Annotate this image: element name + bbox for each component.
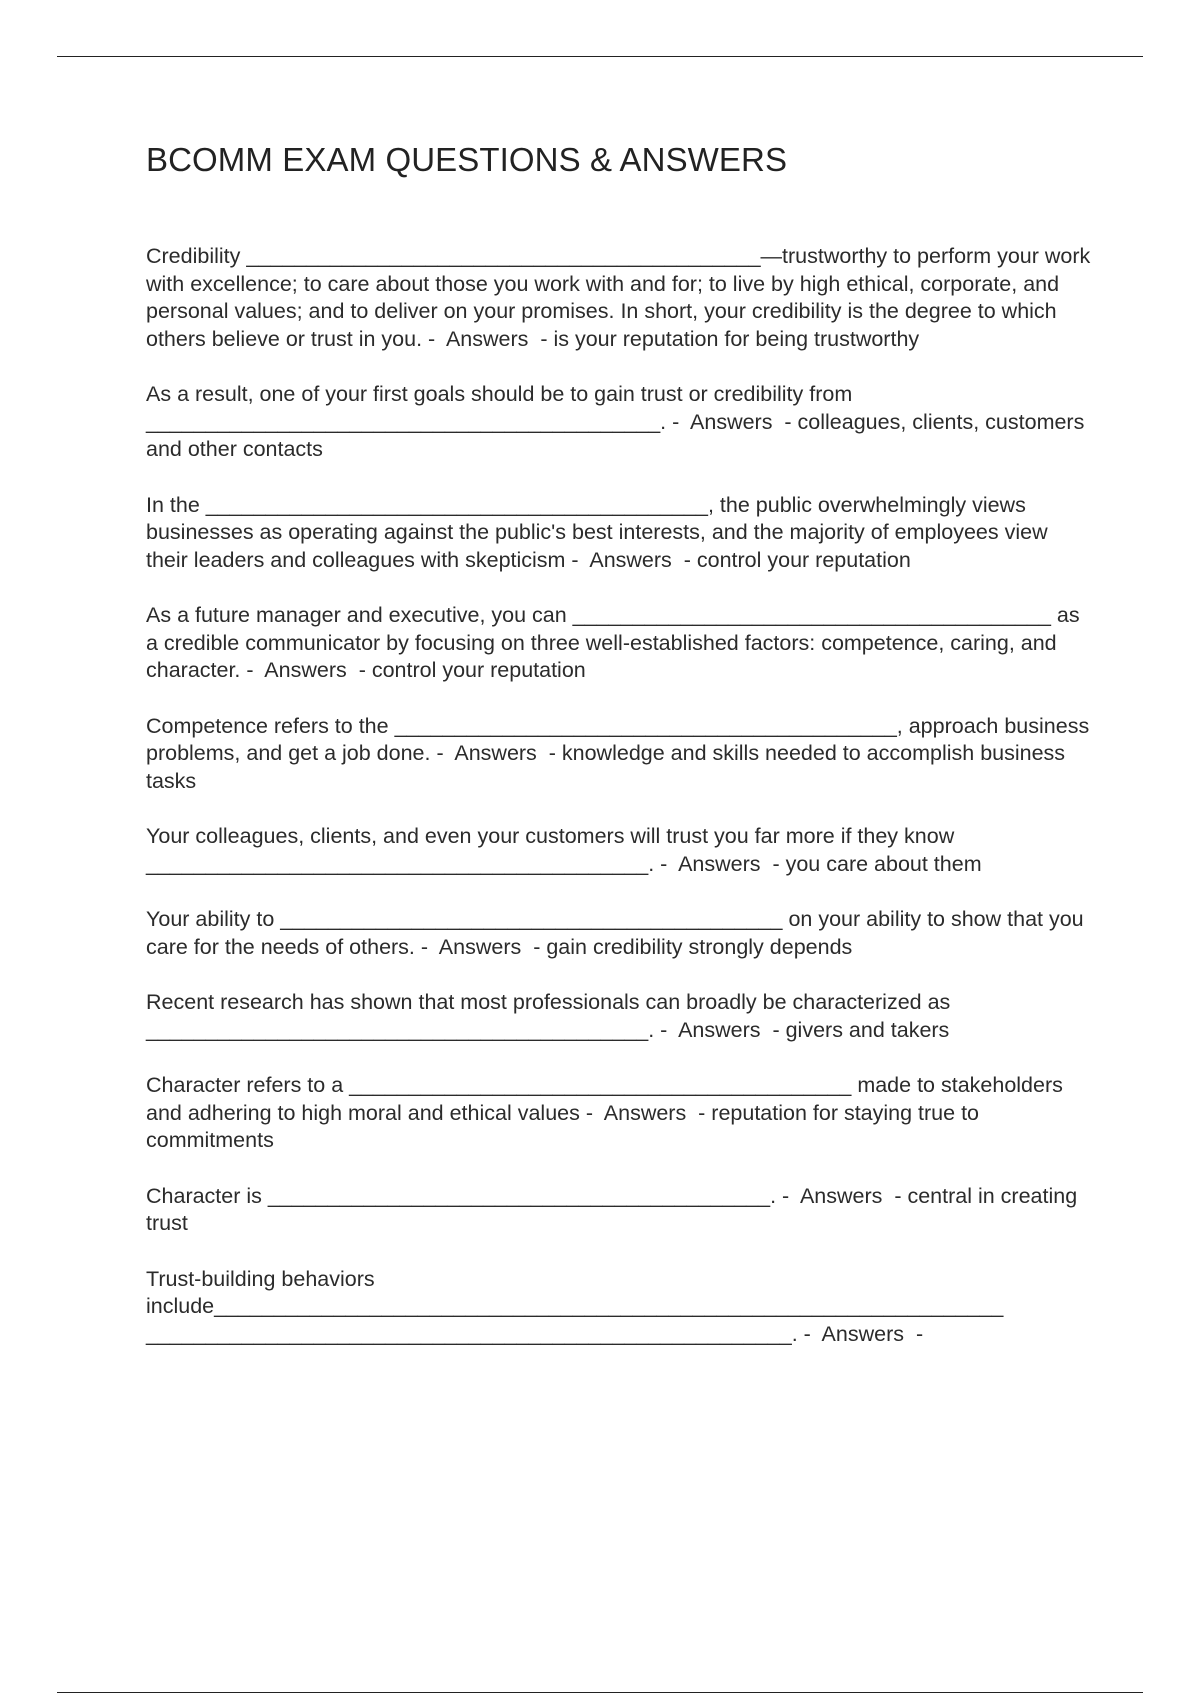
qa-item: Character refers to a __________________________________________ made to stakeholders and adhering to high moral and ethical values - Answers - reputation for staying true to commitments bbox=[146, 1073, 1069, 1152]
qa-item: As a future manager and executive, you can ________________________________________ as a credible communicator by focusing on three well-established factors: competence, caring, and character. - Answers - control your reputation bbox=[146, 603, 1086, 682]
qa-item: Character is __________________________________________. - Answers - central in creating trust bbox=[146, 1183, 1084, 1235]
document-title: BCOMM EXAM QUESTIONS & ANSWERS bbox=[146, 141, 788, 178]
qa-item: Competence refers to the __________________________________________, approach business problems, and get a job done. - Answers - knowledge and skills needed to accomplish business tasks bbox=[146, 713, 1096, 793]
top-rule bbox=[57, 56, 1143, 57]
qa-item: As a result, one of your first goals should be to gain trust or credibility from ___________________________________________. - Answers - colleagues, clients, customers and other contacts bbox=[146, 382, 1091, 461]
qa-item: Your ability to __________________________________________ on your ability to show that you care for the needs of others. - Answers - gain credibility strongly depends bbox=[146, 907, 1090, 959]
qa-item: Credibility ___________________________________________—trustworthy to perform your work with excellence; to care about those you work with and for; to live by high ethical, corporate, and personal values; and to deliver on your promises. In short, your credibility is the degree to which others believe or trust in you. - Answers - is your reputation for being trustworthy bbox=[146, 244, 1097, 351]
qa-item: Recent research has shown that most professionals can broadly be characterized as __________________________________________. - Answers - givers and takers bbox=[146, 990, 957, 1042]
qa-item: In the __________________________________________, the public overwhelmingly views businesses as operating against the public's best interests, and the majority of employees view their leaders and colleagues with skepticism - Answers - control your reputation bbox=[146, 492, 1054, 572]
qa-list bbox=[146, 243, 1097, 1376]
qa-item: Your colleagues, clients, and even your customers will trust you far more if they know __________________________________________. - Answers - you care about them bbox=[146, 824, 982, 876]
bottom-rule bbox=[57, 1692, 1143, 1693]
qa-item: Trust-building behaviors include__________________________________________________________________ ______________________________________________________. - Answers - bbox=[146, 1266, 1010, 1346]
